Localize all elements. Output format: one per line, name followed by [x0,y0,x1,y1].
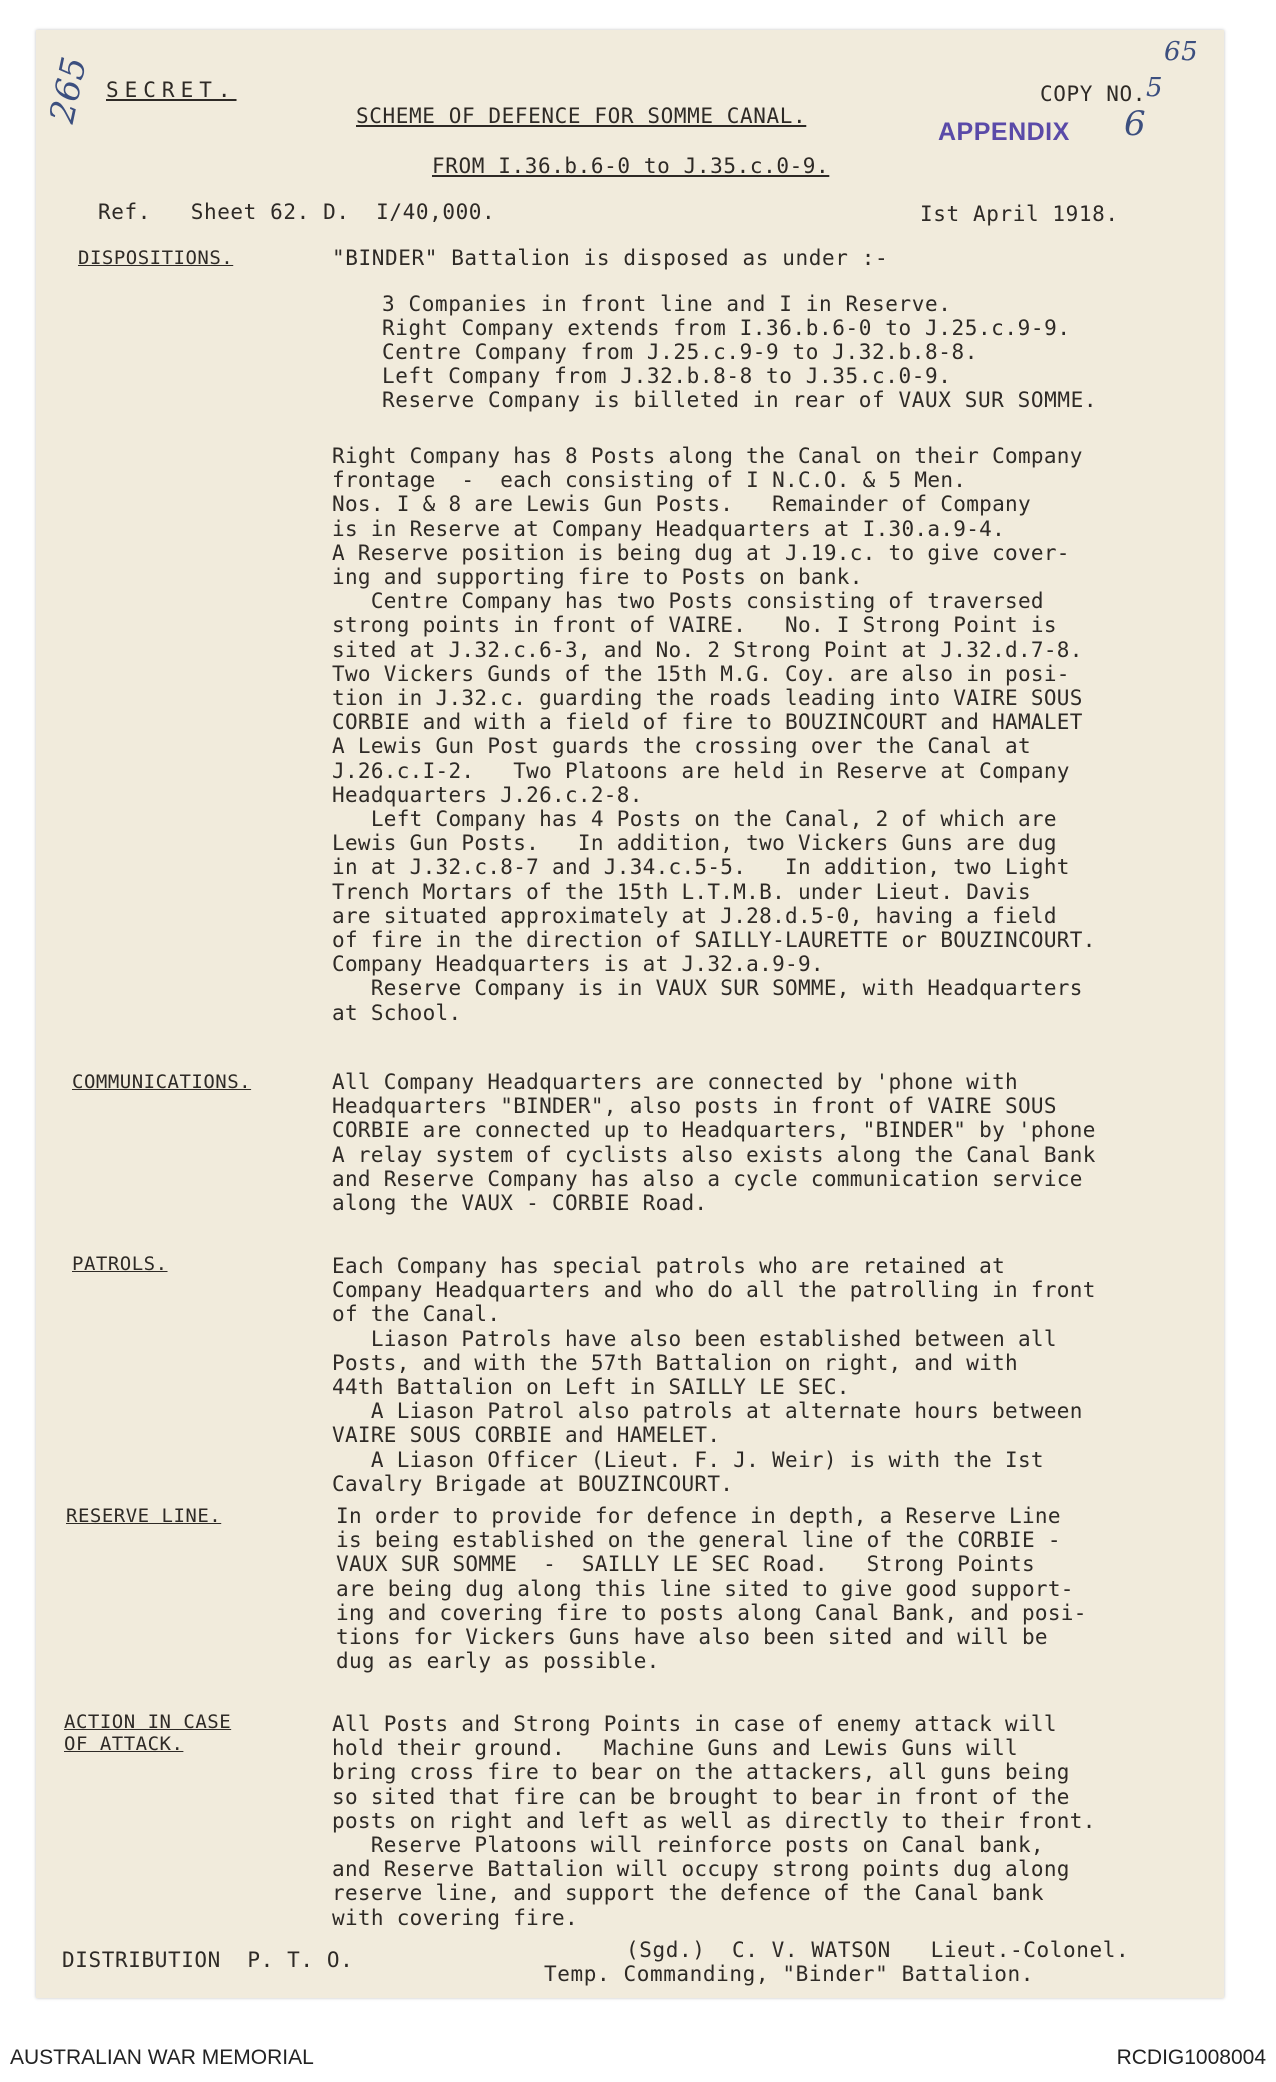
dispositions-line: 3 Companies in front line and I in Reserve. [382,292,952,316]
document-title: SCHEME OF DEFENCE FOR SOMME CANAL. [356,104,807,128]
document-date: Ist April 1918. [920,202,1119,226]
dispositions-line: Left Company from J.32.b.8-8 to J.35.c.0-9. [382,364,952,388]
section-heading-communications: COMMUNICATIONS. [72,1071,252,1093]
handwritten-corner-number: 265 [42,53,96,127]
section-heading-action-line2: OF ATTACK. [64,1733,184,1755]
copy-no-value: 5 [1146,73,1164,103]
document-subtitle: FROM I.36.b.6-0 to J.35.c.0-9. [432,154,830,178]
map-reference: Ref. Sheet 62. D. I/40,000. [98,200,496,224]
appendix-stamp-number: 6 [1124,104,1147,144]
communications-body: All Company Headquarters are connected by 'phone with Headquarters "BINDER", also posts in front of VAIRE SOUS CORBIE are connected up to Headquarters, "BINDER" by 'phone A relay system of cyclists also exists along the Canal Bank and Reserve Company has also a cycle communication service along the VAUX - CORBIE Road. [332,1070,1096,1216]
reserve-line-body: In order to provide for defence in depth, a Reserve Line is being established on the general line of the CORBIE - VAUX SUR SOMME - SAILLY LE SEC Road. Strong Points are being dug along this line sited to give good support- ing and covering fire to posts along Canal Bank, and posi- tions for Vickers Guns have also been sited and will be dug as early as possible. [336,1504,1087,1674]
document-page [36,30,1224,1998]
signature-line: (Sgd.) C. V. WATSON Lieut.-Colonel. [626,1938,1130,1962]
appendix-stamp: APPENDIX [938,118,1070,146]
dispositions-line: Centre Company from J.25.c.9-9 to J.32.b.8-8. [382,340,978,364]
classification: SECRET. [106,78,237,102]
dispositions-line: Right Company extends from I.36.b.6-0 to J.25.c.9-9. [382,316,1071,340]
dispositions-intro: "BINDER" Battalion is disposed as under :- [332,246,889,270]
section-heading-dispositions: DISPOSITIONS. [78,247,234,269]
section-heading-action: ACTION IN CASE [64,1711,232,1733]
patrols-body: Each Company has special patrols who are retained at Company Headquarters and who do all the patrolling in front of the Canal. Liason Patrols have also been established between all Posts, and with the 57th Battalion on right, and with 44th Battalion on Left in SAILLY LE SEC. A Liason Patrol also patrols at alternate hours between VAIRE SOUS CORBIE and HAMELET. A Liason Officer (Lieut. F. J. Weir) is with the Ist Cavalry Brigade at BOUZINCOURT. [332,1254,1096,1496]
footer-record-id: RCDIG1008004 [1116,2046,1266,2069]
copy-no-label: COPY NO. [1040,82,1146,106]
handwritten-folio: 65 [1164,37,1199,67]
section-heading-patrols: PATROLS. [72,1253,168,1275]
footer-source: AUSTRALIAN WAR MEMORIAL [10,2046,314,2069]
dispositions-body: Right Company has 8 Posts along the Canal on their Company frontage - each consisting of I N.C.O. & 5 Men. Nos. I & 8 are Lewis Gun Posts. Remainder of Company is in Reserve at Company Headquarters at I.30.a.9-4. A Reserve position is being dug at J.19.c. to give cover- ing and supporting fire to Posts on bank. Centre Company has two Posts consisting of traversed strong points in front of VAIRE. No. I Strong Point is sited at J.32.c.6-3, and No. 2 Strong Point at J.32.d.7-8. Two Vickers Gunds of the 15th M.G. Coy. are also in posi- tion in J.32.c. guarding the roads leading into VAIRE SOUS CORBIE and with a field of fire to BOUZINCOURT and HAMALET A Lewis Gun Post guards the crossing over the Canal at J.26.c.I-2. Two Platoons are held in Reserve at Company Headquarters J.26.c.2-8. Left Company has 4 Posts on the Canal, 2 of which are Lewis Gun Posts. In addition, two Vickers Guns are dug in at J.32.c.8-7 and J.34.c.5-5. In addition, two Light Trench Mortars of the 15th L.T.M.B. under Lieut. Davis are situated approximately at J.28.d.5-0, having a field of fire in the direction of SAILLY-LAURETTE or BOUZINCOURT. Company Headquarters is at J.32.a.9-9. Reserve Company is in VAUX SUR SOMME, with Headquarters at School. [332,444,1096,1025]
signature-title: Temp. Commanding, "Binder" Battalion. [544,1962,1034,1986]
distribution: DISTRIBUTION P. T. O. [62,1948,354,1972]
action-body: All Posts and Strong Points in case of enemy attack will hold their ground. Machine Guns and Lewis Guns will bring cross fire to bear on the attackers, all guns being so sited that fire can be brought to bear in front of the posts on right and left as well as directly to their front. Reserve Platoons will reinforce posts on Canal bank, and Reserve Battalion will occupy strong points dug along reserve line, and support the defence of the Canal bank with covering fire. [332,1712,1096,1930]
dispositions-line: Reserve Company is billeted in rear of VAUX SUR SOMME. [382,388,1098,412]
section-heading-reserve-line: RESERVE LINE. [66,1505,222,1527]
